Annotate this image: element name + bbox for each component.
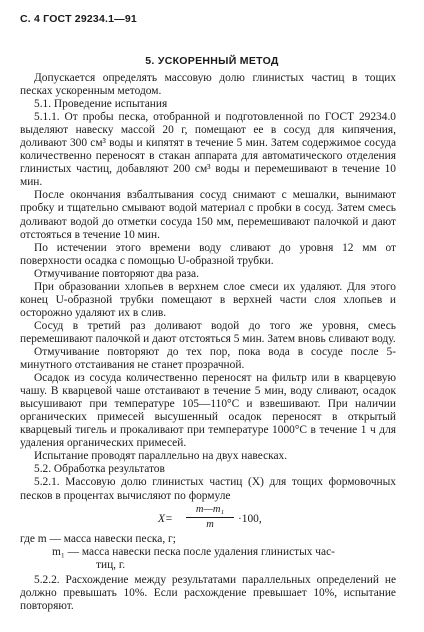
body-text: [20, 72, 396, 613]
paragraph: Отмучивание повторяют до тех пор, пока вода в сосуде после 5-минутного отстаивания не станет прозрачной.: [20, 345, 396, 372]
definition-line: тиц, г.: [96, 558, 126, 571]
formula-lhs: X=: [158, 512, 173, 525]
subsection-heading: 5.1. Проведение испытания: [34, 98, 168, 111]
section-title: 5. УСКОРЕННЫЙ МЕТОД: [145, 55, 279, 67]
paragraph: Испытание проводят параллельно на двух навесках.: [34, 450, 288, 463]
formula: [20, 503, 396, 533]
paragraph: 5.2.1. Массовую долю глинистых частиц (X) для тощих формовочных песков в процентах вычисляют по формуле: [20, 476, 396, 502]
paragraph: После окончания взбалтывания сосуд снимают с мешалки, вынимают пробку и тщательно смывают водой материал с пробки в сосуд. Затем смесь доливают водой до отметки сосуда 150 мм, перемешивают палочкой и дают отстояться в течение 10 мин.: [20, 189, 396, 241]
paragraph: Отмучивание повторяют два раза.: [34, 267, 199, 280]
paragraph: 5.2.2. Расхождение между результатами параллельных определений не должно превышать 10%. Если расхождение превышает 10%, испытание повторяют.: [20, 573, 396, 612]
paragraph: Допускается определять массовую долю глинистых частиц в тощих песках ускоренным методом.: [20, 72, 396, 98]
formula-numerator: m—m₁: [186, 503, 234, 518]
definition-line: m₁ — масса навески песка после удаления глинистых час-: [52, 545, 335, 558]
paragraph: По истечении этого времени воду сливают до уровня 12 мм от поверхности осадка с помощью U-образной трубки.: [20, 241, 396, 267]
formula-rhs: ·100,: [238, 512, 262, 525]
subsection-heading: 5.2. Обработка результатов: [34, 463, 165, 476]
paragraph: 5.1.1. От пробы песка, отобранной и подготовленной по ГОСТ 29234.0 выделяют навеску массой 20 г, помещают ее в сосуд для кипячения, доливают 300 см³ воды и кипятят в течение 5 мин. Затем содержимое сосуда количественно переносят в стакан аппарата для автоматического отделения глинистых частиц, добавляют 200 см³ воды и перемешивают в течение 10 мин.: [20, 111, 396, 189]
formula-definitions: [20, 533, 396, 574]
paragraph: При образовании хлопьев в верхнем слое смеси их удаляют. Для этого конец U-образной трубки помещают в верхней части слоя хлопьев и осторожно удаляют их в слив.: [20, 280, 396, 319]
formula-fraction: [186, 503, 234, 531]
formula-denominator: m: [206, 518, 214, 530]
definition-line: где m — масса навески песка, г;: [20, 532, 176, 545]
page-header: С. 4 ГОСТ 29234.1—91: [20, 13, 137, 25]
paragraph: Осадок из сосуда количественно переносят на фильтр или в кварцевую чашу. В кварцевой чаше отстаивают в течение 5 мин, воду сливают, осадок высушивают при температуре 105—110°С и взвешивают. При наличии органических примесей высушенный осадок переносят в открытый кварцевый тигель и прокаливают при температуре 1000°С в течение 1 ч для удаления органических примесей.: [20, 372, 396, 450]
paragraph: Сосуд в третий раз доливают водой до того же уровня, смесь перемешивают палочкой и дают отстояться 5 мин. Затем вновь сливают воду.: [20, 319, 396, 345]
